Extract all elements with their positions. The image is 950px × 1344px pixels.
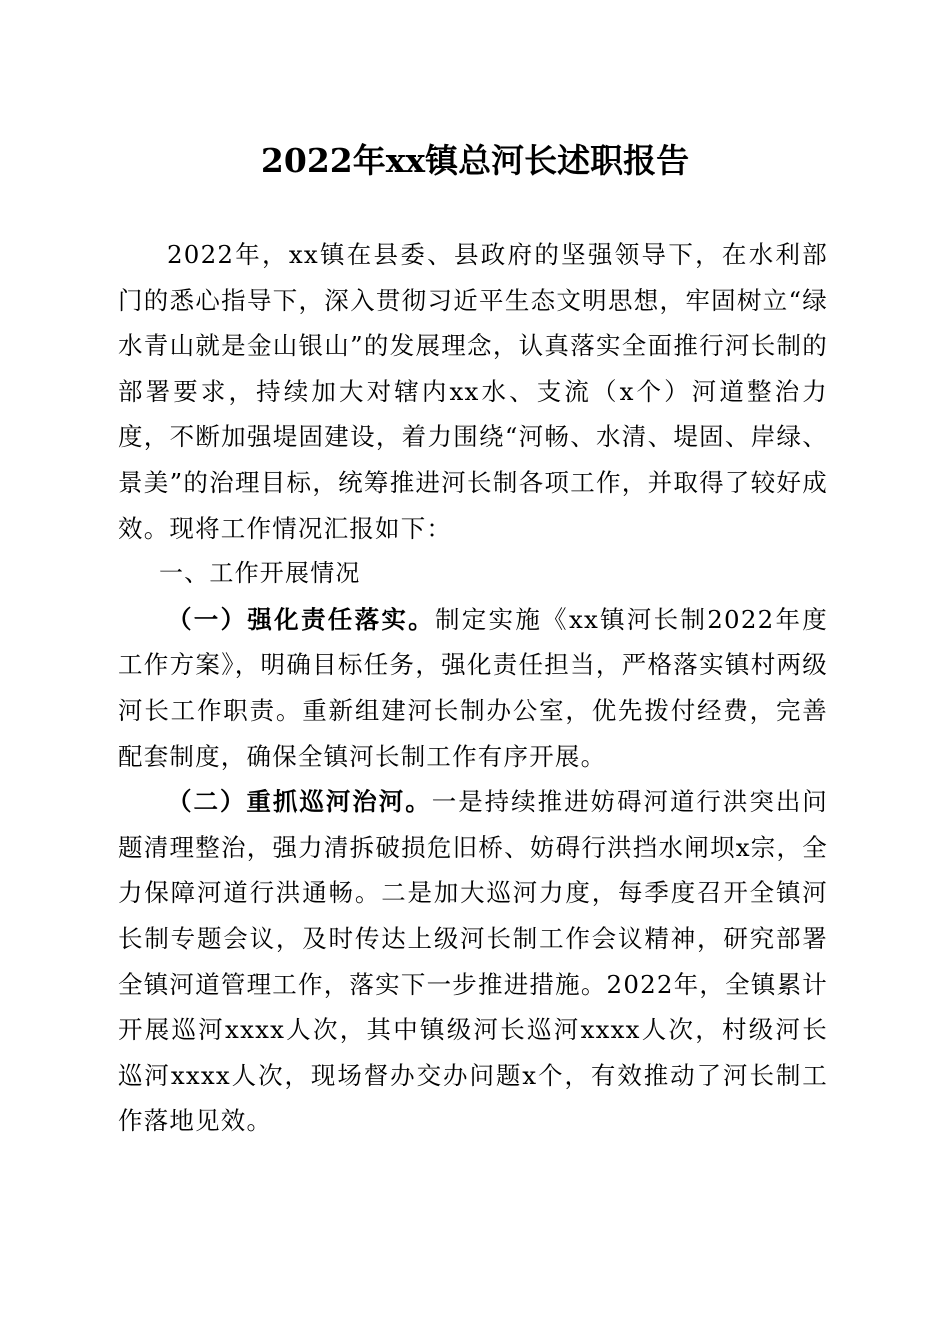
item-1-paragraph	[118, 597, 828, 779]
document-title: 2022年xx镇总河长述职报告	[260, 141, 690, 180]
item-2-body: 一是持续推进妨碍河道行洪突出问题清理整治，强力清拆破损危旧桥、妨碍行洪挡水闸坝x宗，全力保障河道行洪通畅。二是加大巡河力度，每季度召开全镇河长制专题会议，及时传达上级河长制工作会议精神，研究部署全镇河道管理工作，落实下一步推进措施。2022年，全镇累计开展巡河xxxx人次，其中镇级河长巡河xxxx人次，村级河长巡河xxxx人次，现场督办交办问题x个，有效推动了河长制工作落地见效。	[118, 787, 829, 1136]
section-heading-work-status: 一、工作开展情况	[159, 559, 361, 588]
item-1-body: 制定实施《xx镇河长制2022年度工作方案》，明确目标任务，强化责任担当，严格落实镇村两级河长工作职责。重新组建河长制办公室，优先拨付经费，完善配套制度，确保全镇河长制工作有序开展。	[118, 604, 829, 771]
intro-paragraph: 2022年，xx镇在县委、县政府的坚强领导下，在水利部门的悉心指导下，深入贯彻习近平生态文明思想，牢固树立“绿水青山就是金山银山”的发展理念，认真落实全面推行河长制的部署要求，持续加大对辖内xx水、支流（x个）河道整治力度，不断加强堤固建设，着力围绕“河畅、水清、堤固、岸绿、景美”的治理目标，统筹推进河长制各项工作，并取得了较好成效。现将工作情况汇报如下：	[118, 240, 828, 543]
item-2-lead: （二）重抓巡河治河。	[167, 787, 432, 817]
item-2-paragraph	[118, 779, 828, 1144]
document-body	[118, 232, 828, 1144]
item-1-lead: （一）强化责任落实。	[167, 604, 435, 634]
